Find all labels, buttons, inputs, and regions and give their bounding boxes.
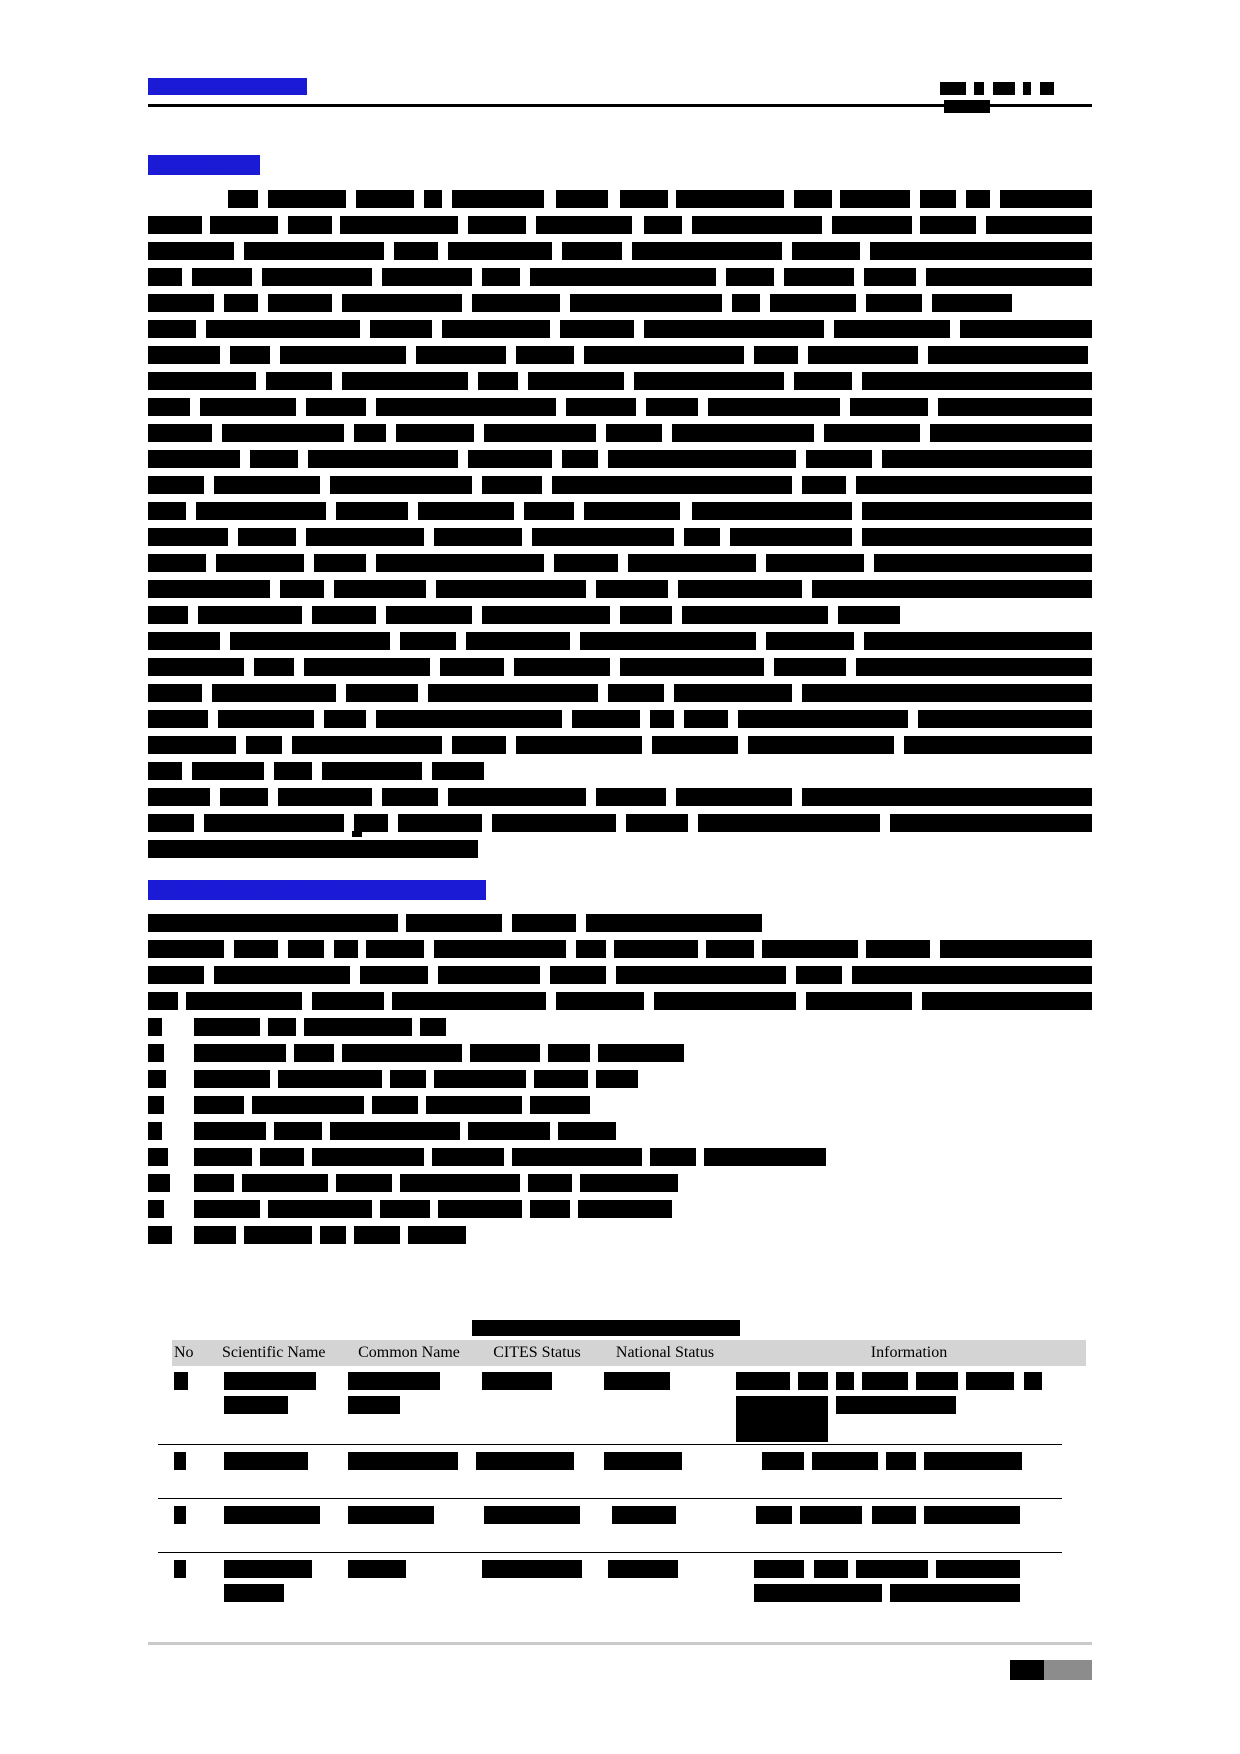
footer-accent-block [1044,1660,1092,1680]
column-header-no: No [172,1340,220,1366]
header-divider [148,104,1092,107]
column-header-common-name: Common Name [342,1340,476,1366]
cell-common-name [342,1444,476,1498]
table-row [172,1366,1086,1444]
table-row [172,1498,1086,1552]
footer-page-number [1010,1660,1044,1680]
cell-national-status [598,1366,732,1444]
cell-cites-status [476,1366,598,1444]
footer-divider [148,1642,1092,1645]
cell-information [732,1498,1086,1552]
species-table [172,1340,1086,1606]
cell-scientific-name [220,1552,342,1606]
cell-cites-status [476,1552,598,1606]
cell-no [172,1444,220,1498]
table-header-row [172,1340,1086,1366]
cell-information [732,1444,1086,1498]
species-table-wrapper [172,1340,1062,1606]
header-volume-info [940,79,1092,94]
cell-scientific-name [220,1444,342,1498]
column-header-cites-status: CITES Status [476,1340,598,1366]
cell-information [732,1366,1086,1444]
cell-national-status [598,1552,732,1606]
header-journal-link[interactable]: Situs Slamdaya and (UPI) [148,78,308,94]
cell-information [732,1552,1086,1606]
cell-no [172,1366,220,1444]
cell-national-status [598,1498,732,1552]
section-heading-method: METHOD [148,155,260,175]
cell-cites-status [476,1498,598,1552]
table-caption [472,1320,740,1336]
table-row [172,1444,1086,1498]
cell-no [172,1498,220,1552]
table-row [172,1552,1086,1606]
cell-national-status [598,1444,732,1498]
cell-common-name [342,1552,476,1606]
cell-common-name [342,1498,476,1552]
column-header-scientific-name: Scientific Name [220,1340,342,1366]
section-heading-results: RESULTS AND DISCUSSION [148,880,486,900]
column-header-information: Information [732,1340,1086,1366]
cell-scientific-name [220,1366,342,1444]
cell-scientific-name [220,1498,342,1552]
cell-no [172,1552,220,1606]
cell-cites-status [476,1444,598,1498]
page-header [148,78,1092,104]
column-header-national-status: National Status [598,1340,732,1366]
cell-common-name [342,1366,476,1444]
